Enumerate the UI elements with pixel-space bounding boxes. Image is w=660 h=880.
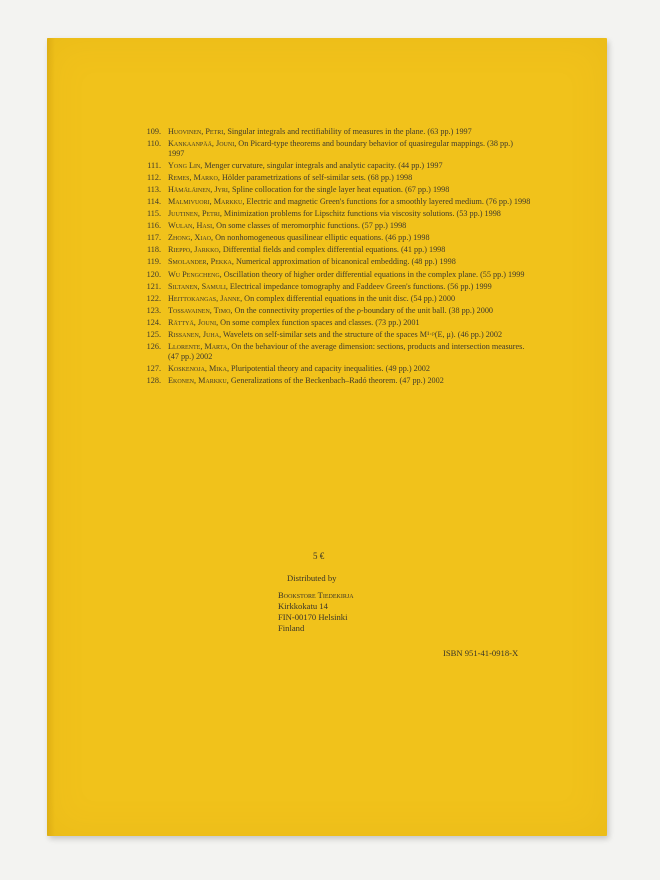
item-title: , Pluripotential theory and capacity inequalities. (49 pp.) 2002 [226, 363, 430, 373]
item-number: 111. [147, 160, 161, 170]
item-text [168, 282, 531, 292]
list-item [131, 185, 531, 195]
item-author: Rättyä, Jouni [168, 317, 217, 327]
item-number: 117. [146, 233, 161, 243]
item-author: Smolander, Pekka [168, 257, 232, 267]
address-line: Kirkkokatu 14 [278, 601, 328, 611]
item-number: 125. [146, 330, 161, 339]
item-title: , Differential fields and complex differential equations. (41 pp.) 1998 [218, 245, 446, 255]
item-text [168, 197, 531, 207]
item-author: Malmivuori, Markku [168, 196, 243, 206]
item-author: Koskenoja, Mika [168, 363, 227, 373]
item-text [168, 233, 531, 243]
item-title: , On the behaviour of the average dimension: sections, products and intersection measures. (47 pp.) 2002 [168, 342, 525, 361]
item-text [168, 209, 531, 219]
item-number: 113. [146, 184, 161, 194]
item-number: 128. [146, 375, 161, 385]
list-item [131, 257, 531, 267]
item-title: , Wavelets on self-similar sets and the structure of the spaces M¹·ᵖ(E, μ). (46 pp.) 2002 [219, 330, 503, 339]
item-author: Kankaanpää, Jouni [168, 139, 235, 149]
item-text [168, 376, 531, 386]
item-number: 116. [146, 221, 161, 231]
item-title: , Menger curvature, singular integrals and analytic capacity. (44 pp.) 1997 [200, 160, 443, 170]
item-number: 120. [146, 269, 161, 279]
item-author: Hämäläinen, Jyri [168, 184, 228, 194]
item-number: 109. [146, 127, 161, 136]
item-text [168, 342, 531, 361]
list-item [131, 330, 531, 340]
list-item [131, 245, 531, 255]
list-item [131, 127, 531, 137]
list-item [131, 139, 531, 158]
isbn: ISBN 951-41-0918-X [443, 648, 519, 658]
address-line: Bookstore Tiedekirja [278, 590, 354, 600]
price: 5 € [313, 551, 325, 561]
item-number: 110. [146, 139, 161, 149]
item-title: , On some complex function spaces and classes. (73 pp.) 2001 [216, 317, 420, 327]
distributor-address [278, 590, 354, 634]
item-number: 114. [146, 196, 161, 206]
item-text [168, 306, 531, 316]
item-title: , On nonhomogeneous quasilinear elliptic equations. (46 pp.) 1998 [211, 233, 430, 243]
list-item [131, 342, 531, 361]
item-text [168, 173, 531, 183]
list-item [131, 209, 531, 219]
address-line: Finland [278, 623, 305, 633]
list-item [131, 197, 531, 207]
item-title: , Hölder parametrizations of self-similar sets. (68 pp.) 1998 [217, 172, 413, 182]
item-title: , Spline collocation for the single layer heat equation. (67 pp.) 1998 [227, 184, 450, 194]
item-text [168, 318, 531, 328]
item-title: , Oscillation theory of higher order differential equations in the complex plane. (55 pp.) 1999 [219, 269, 525, 279]
list-item [131, 294, 531, 304]
item-author: Yong Lin [168, 160, 201, 170]
item-number: 123. [146, 305, 161, 315]
item-title: , Electrical impedance tomography and Faddeev Green's functions. (56 pp.) 1999 [225, 281, 492, 291]
item-number: 115. [146, 209, 161, 219]
item-text [168, 364, 531, 374]
item-number: 127. [146, 363, 161, 373]
item-author: Juutinen, Petri [168, 209, 220, 219]
item-author: Wulan, Hasi [168, 221, 213, 231]
distributed-by: Distributed by [287, 573, 337, 583]
item-title: , Singular integrals and rectifiability of measures in the plane. (63 pp.) 1997 [223, 127, 472, 136]
item-text [168, 161, 531, 171]
item-title: , Generalizations of the Beckenbach–Radó theorem. (47 pp.) 2002 [226, 375, 444, 385]
item-text [168, 139, 531, 158]
series-list [131, 127, 531, 388]
list-item [131, 282, 531, 292]
book-back-cover [47, 38, 607, 836]
item-text [168, 270, 531, 280]
item-number: 119. [146, 257, 161, 267]
item-number: 124. [146, 317, 161, 327]
list-item [131, 318, 531, 328]
item-number: 126. [146, 342, 161, 352]
list-item [131, 306, 531, 316]
item-author: Llorente, Marta [168, 342, 228, 352]
item-title: , Minimization problems for Lipschitz functions via viscosity solutions. (53 pp.) 1998 [219, 209, 501, 219]
item-text [168, 185, 531, 195]
item-author: Rissanen, Juha [168, 330, 220, 339]
item-title: , On Picard-type theorems and boundary behavior of quasiregular mappings. (38 pp.) 1997 [168, 139, 513, 158]
item-title: , On the connectivity properties of the ρ-boundary of the unit ball. (38 pp.) 2000 [230, 305, 494, 315]
item-title: , On complex differential equations in the unit disc. (54 pp.) 2000 [240, 293, 456, 303]
item-author: Zhong, Xiao [168, 233, 212, 243]
list-item [131, 270, 531, 280]
list-item [131, 173, 531, 183]
item-author: Heittokangas, Janne [168, 293, 241, 303]
item-author: Remes, Marko [168, 172, 218, 182]
list-item [131, 376, 531, 386]
item-text [168, 245, 531, 255]
item-text [168, 257, 531, 267]
item-text [168, 330, 531, 340]
list-item [131, 161, 531, 171]
item-author: Rieppo, Jarkko [168, 245, 219, 255]
list-item [131, 233, 531, 243]
item-number: 118. [146, 245, 161, 255]
item-author: Tossavainen, Timo [168, 305, 231, 315]
item-number: 122. [146, 293, 161, 303]
item-author: Siltanen, Samuli [168, 281, 226, 291]
cover-edge [47, 38, 55, 836]
item-text [168, 221, 531, 231]
item-title: , On some classes of meromorphic functions. (57 pp.) 1998 [212, 221, 407, 231]
item-author: Huovinen, Petri [168, 127, 224, 136]
list-item [131, 221, 531, 231]
item-author: Wu Pengcheng [168, 269, 220, 279]
item-author: Ekonen, Markku [168, 375, 227, 385]
item-title: , Electric and magnetic Green's functions for a smoothly layered medium. (76 pp.) 1998 [242, 196, 531, 206]
item-number: 121. [146, 281, 161, 291]
list-item [131, 364, 531, 374]
address-line: FIN-00170 Helsinki [278, 612, 348, 622]
item-title: , Numerical approximation of bicanonical embedding. (48 pp.) 1998 [231, 257, 456, 267]
item-text [168, 127, 531, 137]
item-number: 112. [146, 172, 161, 182]
item-text [168, 294, 531, 304]
